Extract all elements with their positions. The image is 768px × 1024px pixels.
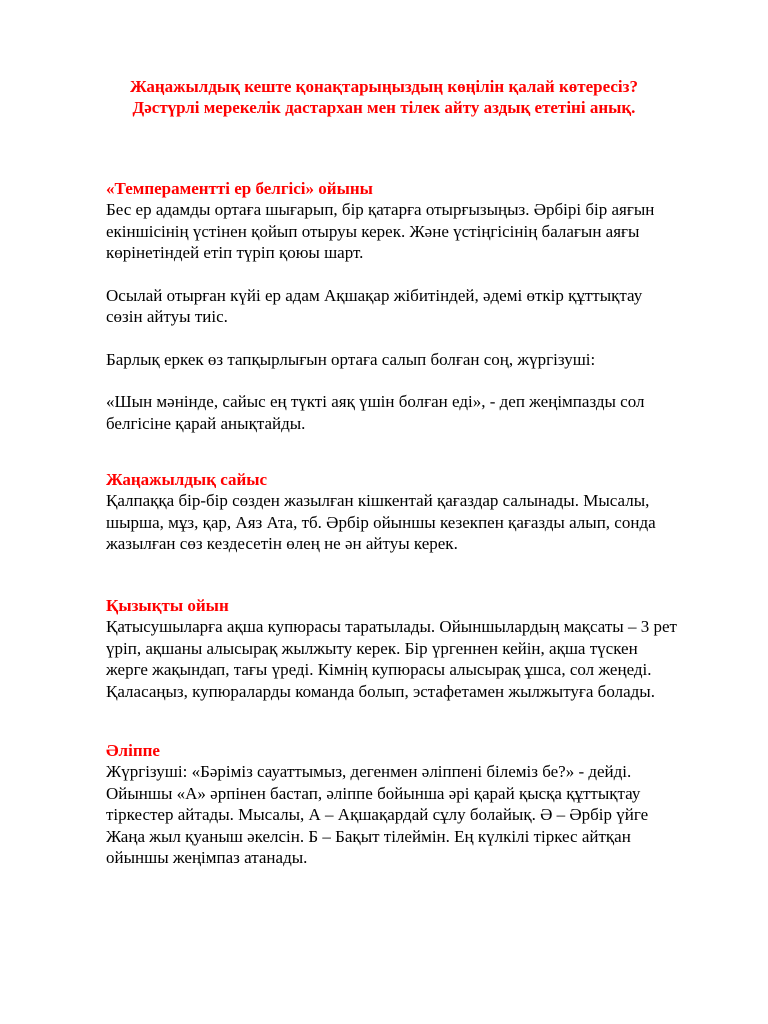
section-heading: Жаңажылдық сайыс (106, 470, 268, 489)
paragraph (106, 349, 726, 371)
document-title (60, 76, 708, 118)
text-line: тіркестер айтады. Мысалы, А – Ақшақардай сұлу болайық. Ә – Әрбір үйге (106, 805, 649, 824)
section-heading: «Темпераментті ер белгісі» ойыны (106, 179, 373, 198)
paragraph-gap (106, 328, 726, 349)
text-line: үріп, ақшаны алысырақ жылжыту керек. Бір үргеннен кейін, ақша түскен (106, 638, 638, 658)
paragraph (106, 616, 726, 702)
text-line: Жаңа жыл қуаныш әкелсін. Б – Бақыт тілеймін. Ең күлкілі тіркес айтқан (106, 826, 631, 846)
paragraph (106, 761, 726, 869)
text-line: Қалпаққа бір-бір сөзден жазылған кішкентай қағаздар салынады. Мысалы, (106, 491, 650, 510)
section-heading: Қызықты ойын (106, 596, 229, 615)
text-line: жазылған сөз кездесетін өлең не ән айтуы керек. (106, 534, 458, 553)
paragraph-gap (106, 264, 726, 285)
section-fun-game (106, 595, 726, 702)
text-line: көрінетіндей етіп түріп қоюы шарт. (106, 243, 364, 262)
section-alphabet-game (106, 740, 726, 869)
section-new-year-contest (106, 469, 726, 555)
title-line-2: Дәстүрлі мерекелік дастархан мен тілек айту аздық ететіні анық. (132, 98, 636, 117)
text-line: Қаласаңыз, купюраларды команда болып, эстафетамен жылжытуға болады. (106, 681, 655, 701)
text-line: Барлық еркек өз тапқырлығын ортаға салып болған соң, жүргізуші: (106, 349, 596, 369)
text-line: жерге жақындап, тағы үреді. Кімнің купюрасы алысырақ ұшса, сол жеңеді. (106, 660, 652, 679)
text-line: сөзін айтуы тиіс. (106, 307, 228, 326)
text-line: Осылай отырған күйі ер адам Ақшақар жібитіндей, әдемі өткір құттықтау (106, 285, 643, 305)
text-line: екіншісінің үстінен қойып отыруы керек. Және үстіңгісінің балағын аяғы (106, 221, 640, 241)
text-line: белгісіне қарай анықтайды. (106, 413, 306, 433)
section-heading: Әліппе (106, 741, 160, 760)
text-line: ойыншы жеңімпаз атанады. (106, 848, 308, 867)
text-line: Жүргізуші: «Бәріміз сауаттымыз, дегенмен әліппені білеміз бе?» - дейді. (106, 762, 632, 781)
paragraph (106, 391, 726, 434)
text-line: шырша, мұз, қар, Аяз Ата, тб. Әрбір ойыншы кезекпен қағазды алып, сонда (106, 512, 656, 532)
section-temperament-game (106, 178, 726, 434)
text-line: Ойыншы «А» әрпінен бастап, әліппе бойынша әрі қарай қысқа құттықтау (106, 783, 641, 803)
paragraph (106, 285, 726, 328)
paragraph (106, 199, 726, 264)
text-line: Қатысушыларға ақша купюрасы таратылады. Ойыншылардың мақсаты – 3 рет (106, 617, 677, 636)
paragraph (106, 490, 726, 555)
text-line: «Шын мәнінде, сайыс ең түкті аяқ үшін болған еді», - деп жеңімпазды сол (106, 392, 645, 411)
title-line-1: Жаңажылдық кеште қонақтарыңыздың көңілін қалай көтересіз? (130, 77, 638, 96)
paragraph-gap (106, 370, 726, 391)
text-line: Бес ер адамды ортаға шығарып, бір қатарға отырғызыңыз. Әрбірі бір аяғын (106, 200, 655, 219)
